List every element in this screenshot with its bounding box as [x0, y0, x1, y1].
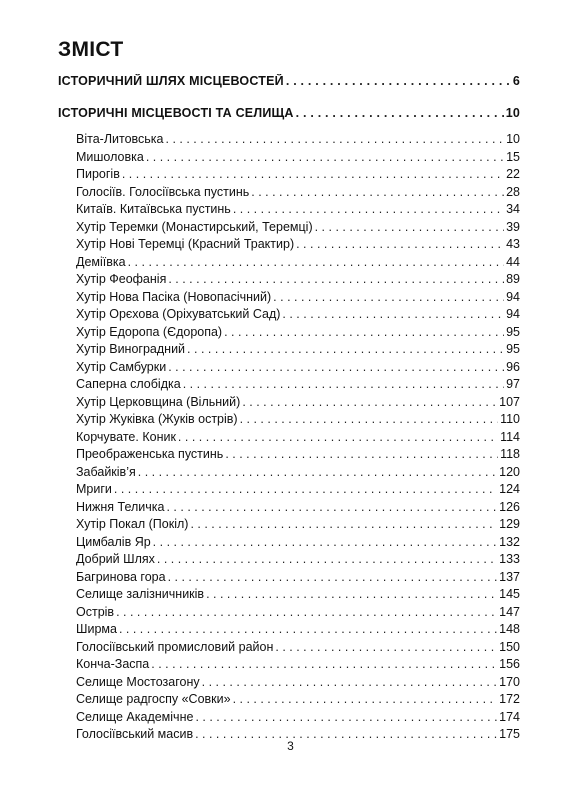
toc-entry-label: Хутір Самбурки	[76, 359, 167, 374]
toc-entry-page: 156	[499, 657, 520, 671]
toc-entry	[76, 465, 520, 482]
toc-entry-label: Добрий Шлях	[76, 552, 155, 566]
dot-leader	[128, 255, 504, 269]
toc-entry-label: Хутір Нові Теремці (Красний Трактир)	[76, 237, 295, 251]
toc-entry-label: Голосіїв. Голосіївська пустинь	[76, 184, 250, 199]
dot-leader	[233, 692, 498, 706]
dot-leader	[119, 622, 497, 636]
page-title: ЗМІСТ	[58, 38, 124, 61]
dot-leader	[153, 535, 497, 549]
dot-leader	[116, 605, 497, 619]
toc-entry	[76, 237, 520, 254]
toc-entry-page: 170	[499, 674, 520, 689]
toc-entry	[76, 430, 520, 447]
toc-entry	[76, 360, 520, 377]
toc-entry	[76, 150, 520, 167]
toc-entry-label: Цимбалів Яр	[76, 534, 151, 549]
toc-entry-page: 147	[499, 604, 520, 619]
toc-entry-label: Селище Мостозагону	[76, 674, 200, 689]
dot-leader	[286, 74, 511, 88]
toc-entry-label: Мриги	[76, 482, 112, 496]
toc-section-label: ІСТОРИЧНИЙ ШЛЯХ МІСЦЕВОСТЕЙ	[58, 74, 284, 88]
toc-entry	[76, 342, 520, 359]
toc-entry	[76, 675, 520, 692]
dot-leader	[178, 430, 498, 444]
toc-entry	[76, 552, 520, 569]
toc-entry	[76, 447, 520, 464]
toc-entry-page: 150	[499, 639, 520, 654]
toc-section-label: ІСТОРИЧНІ МІСЦЕВОСТІ ТА СЕЛИЩА	[58, 106, 294, 120]
toc-entry	[76, 657, 520, 674]
toc-entry-label: Хутір Нова Пасіка (Новопасічний)	[76, 289, 272, 304]
toc-entry-label: Хутір Феофанія	[76, 272, 167, 286]
toc-entry-label: Хутір Виноградний	[76, 342, 186, 356]
dot-leader	[168, 360, 504, 374]
toc-entry	[76, 482, 520, 499]
dot-leader	[195, 710, 497, 724]
toc-entry	[76, 500, 520, 517]
toc-entry-label: Конча-Заспа	[76, 657, 150, 671]
toc-entry-page: 39	[506, 219, 520, 234]
toc-entry-label: Пирогів	[76, 167, 120, 181]
dot-leader	[151, 657, 497, 671]
toc-entry	[76, 587, 520, 604]
dot-leader	[166, 132, 505, 146]
toc-entry	[76, 517, 520, 534]
toc-entry	[76, 325, 520, 342]
toc-entry-page: 124	[499, 482, 520, 496]
dot-leader	[275, 640, 497, 654]
toc-entry	[76, 202, 520, 219]
toc-section	[58, 74, 520, 88]
toc-entry-label: Хутір Орєхова (Оріхуватський Сад)	[76, 307, 281, 321]
dot-leader	[242, 395, 497, 409]
dot-leader	[296, 237, 504, 251]
toc-section	[58, 106, 520, 120]
toc-entry	[76, 535, 520, 552]
toc-entry-label: Нижня Теличка	[76, 499, 165, 514]
toc-entry-page: 43	[506, 237, 520, 251]
dot-leader	[240, 412, 498, 426]
toc-entry-page: 94	[506, 289, 520, 304]
toc-entry-page: 89	[506, 272, 520, 286]
dot-leader	[146, 150, 504, 164]
toc-entry-page: 10	[506, 132, 520, 146]
dot-leader	[168, 570, 498, 584]
toc-entry-label: Хутір Церковщина (Вільний)	[76, 394, 241, 409]
toc-entry	[76, 307, 520, 324]
toc-entry	[76, 132, 520, 149]
dot-leader	[251, 185, 504, 199]
toc-entry-page: 174	[499, 709, 520, 724]
toc-entry-page: 107	[499, 394, 520, 409]
toc-entry-label: Селище Академічне	[76, 709, 194, 724]
toc-entry-page: 95	[506, 342, 520, 356]
toc-entry-label: Забайків’я	[76, 464, 136, 479]
toc-entry	[76, 622, 520, 639]
dot-leader	[114, 482, 497, 496]
toc-entry-page: 133	[499, 552, 520, 566]
toc-section-page: 6	[512, 74, 520, 88]
dot-leader	[138, 465, 497, 479]
dot-leader	[206, 587, 497, 601]
toc-entry-label: Мишоловка	[76, 149, 144, 164]
dot-leader	[157, 552, 497, 566]
toc-entry-page: 44	[506, 254, 520, 269]
toc-entry-page: 137	[499, 569, 520, 584]
toc-entry	[76, 570, 520, 587]
toc-entry	[76, 412, 520, 429]
toc-entry	[76, 640, 520, 657]
toc-entry-label: Багринова гора	[76, 569, 166, 584]
toc-entry	[76, 692, 520, 709]
toc-entry-page: 28	[506, 184, 520, 199]
toc-entry-label: Острів	[76, 604, 115, 619]
dot-leader	[183, 377, 504, 391]
dot-leader	[224, 325, 504, 339]
toc-entry-label: Корчувате. Коник	[76, 429, 176, 444]
toc-entry-label: Саперна слобідка	[76, 377, 181, 391]
toc-entry	[76, 255, 520, 272]
dot-leader	[282, 307, 504, 321]
toc-entry-page: 172	[499, 692, 520, 706]
toc-entry-page: 145	[499, 587, 520, 601]
toc-entry-page: 126	[499, 499, 520, 514]
toc-entry	[76, 220, 520, 237]
dot-leader	[202, 675, 498, 689]
toc-entry-page: 96	[506, 359, 520, 374]
toc-entry-label: Голосіївський промисловий район	[76, 639, 274, 654]
toc-entry-page: 129	[499, 517, 520, 531]
toc-entry	[76, 185, 520, 202]
toc-entry-label: Голосіївський масив	[76, 727, 194, 741]
toc-entry	[76, 290, 520, 307]
toc-entry	[76, 377, 520, 394]
toc-entry-label: Хутір Теремки (Монастирський, Теремці)	[76, 219, 313, 234]
toc-entry-label: Преображенська пустинь	[76, 447, 224, 461]
toc-entry-page: 34	[506, 202, 520, 216]
toc-entry-label: Віта-Литовська	[76, 132, 164, 146]
page-number: 3	[287, 739, 294, 753]
toc-entry	[76, 710, 520, 727]
toc-entry-page: 118	[500, 447, 520, 461]
toc-entry	[76, 272, 520, 289]
dot-leader	[273, 290, 504, 304]
toc-entry-page: 22	[506, 167, 520, 181]
dot-leader	[187, 342, 504, 356]
toc-entry	[76, 167, 520, 184]
toc-entry-label: Хутір Жуківка (Жуків острів)	[76, 412, 238, 426]
toc-entry-page: 95	[506, 324, 520, 339]
toc-entry-page: 148	[499, 622, 520, 636]
toc-entry-page: 175	[499, 727, 520, 741]
toc-entry-label: Ширма	[76, 622, 117, 636]
dot-leader	[296, 106, 504, 120]
toc-entry-label: Хутір Покал (Покіл)	[76, 517, 189, 531]
toc-entry-label: Селище радгоспу «Совки»	[76, 692, 231, 706]
toc-entry-page: 97	[506, 377, 520, 391]
dot-leader	[315, 220, 504, 234]
toc-entry-label: Деміївка	[76, 254, 126, 269]
dot-leader	[225, 447, 498, 461]
dot-leader	[233, 202, 504, 216]
dot-leader	[168, 272, 504, 286]
toc-entry	[76, 395, 520, 412]
toc-entry-label: Китаїв. Китаївська пустинь	[76, 202, 231, 216]
dot-leader	[166, 500, 497, 514]
toc-entry-page: 114	[500, 429, 520, 444]
toc-entry-page: 110	[500, 412, 520, 426]
toc-section-page: 10	[505, 106, 520, 120]
toc-entry-label: Хутір Едоропа (Єдоропа)	[76, 324, 223, 339]
toc-entry-page: 94	[506, 307, 520, 321]
dot-leader	[190, 517, 497, 531]
dot-leader	[122, 167, 504, 181]
toc-entry-page: 132	[499, 534, 520, 549]
toc-entry-label: Селище залізничників	[76, 587, 205, 601]
toc-entry-page: 120	[499, 464, 520, 479]
toc-entry-page: 15	[506, 149, 520, 164]
toc-entry	[76, 605, 520, 622]
